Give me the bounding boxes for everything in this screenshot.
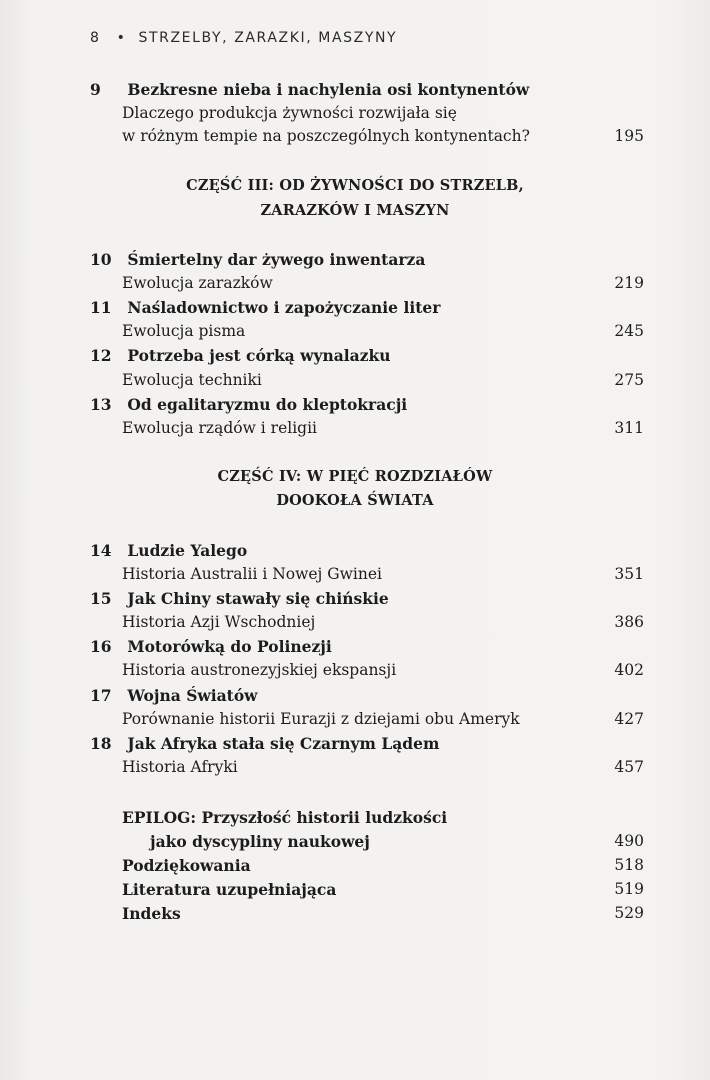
chapter-subtitle: Porównanie historii Eurazji z dziejami obu Ameryk	[122, 710, 520, 728]
chapter-subtitle: Historia Australii i Nowej Gwinei	[122, 565, 383, 583]
epilog-title-line-2: jako dyscypliny naukowej	[150, 832, 370, 851]
chapter-title: Wojna Światów	[127, 686, 258, 705]
chapter-title: Bezkresne nieba i nachylenia osi kontynentów	[127, 80, 530, 99]
chapter-subtitle: Historia austronezyjskiej ekspansji	[122, 661, 397, 679]
part-3-heading-line-1: CZĘŚĆ III: OD ŻYWNOŚCI DO STRZELB,	[186, 177, 524, 194]
chapter-title: Śmiertelny dar żywego inwentarza	[127, 250, 426, 269]
chapter-subtitle: Ewolucja zarazków	[122, 274, 273, 292]
back-matter-title: Literatura uzupełniająca	[122, 880, 337, 899]
chapter-number: 16	[90, 637, 112, 656]
header-book-title: STRZELBY, ZARAZKI, MASZYNY	[138, 30, 398, 46]
running-header	[90, 30, 397, 46]
chapter-subtitle: Ewolucja techniki	[122, 371, 262, 389]
chapter-subtitle: Historia Azji Wschodniej	[122, 613, 316, 631]
chapter-number: 9	[90, 80, 101, 99]
part-4-heading-line-2: DOOKOŁA ŚWIATA	[276, 492, 434, 509]
chapter-title: Potrzeba jest córką wynalazku	[127, 346, 391, 365]
epilog-page: 490	[614, 832, 644, 850]
chapter-page: 457	[614, 758, 644, 776]
chapter-page: 245	[614, 322, 644, 340]
chapter-page: 351	[614, 565, 644, 583]
chapter-number: 18	[90, 734, 112, 753]
chapter-number: 14	[90, 541, 112, 560]
chapter-subtitle: Historia Afryki	[122, 758, 238, 776]
chapter-page: 195	[614, 127, 644, 145]
chapter-title: Motorówką do Polinezji	[127, 637, 332, 656]
chapter-number: 11	[90, 298, 112, 317]
chapter-page: 402	[614, 661, 644, 679]
back-matter-title: Indeks	[122, 904, 181, 923]
chapter-number: 12	[90, 346, 112, 365]
part-4-heading-line-1: CZĘŚĆ IV: W PIĘĆ ROZDZIAŁÓW	[217, 468, 493, 485]
header-page-number: 8	[90, 30, 101, 46]
back-matter-title: Podziękowania	[122, 856, 251, 875]
chapter-subtitle: Ewolucja rządów i religii	[122, 419, 317, 437]
chapter-page: 311	[614, 419, 644, 437]
chapter-title: Od egalitaryzmu do kleptokracji	[127, 395, 408, 414]
part-3-heading-line-2: ZARAZKÓW I MASZYN	[260, 202, 450, 219]
chapter-page: 427	[614, 710, 644, 728]
bullet-separator: •	[116, 30, 127, 46]
chapter-page: 219	[614, 274, 644, 292]
chapter-subtitle: Ewolucja pisma	[122, 322, 246, 340]
chapter-subtitle-line-2: w różnym tempie na poszczególnych kontynentach?	[122, 127, 530, 145]
chapter-number: 15	[90, 589, 112, 608]
chapter-number: 10	[90, 250, 112, 269]
chapter-subtitle-line-1: Dlaczego produkcja żywności rozwijała się	[122, 104, 457, 122]
chapter-title: Jak Afryka stała się Czarnym Lądem	[127, 734, 440, 753]
chapter-title: Jak Chiny stawały się chińskie	[127, 589, 389, 608]
chapter-number: 17	[90, 686, 112, 705]
epilog-title-line-1: EPILOG: Przyszłość historii ludzkości	[122, 808, 448, 827]
back-matter-page: 529	[614, 904, 644, 922]
chapter-title: Ludzie Yalego	[127, 541, 248, 560]
chapter-page: 275	[614, 371, 644, 389]
chapter-page: 386	[614, 613, 644, 631]
back-matter-page: 519	[614, 880, 644, 898]
chapter-number: 13	[90, 395, 112, 414]
chapter-title: Naśladownictwo i zapożyczanie liter	[127, 298, 441, 317]
back-matter-page: 518	[614, 856, 644, 874]
